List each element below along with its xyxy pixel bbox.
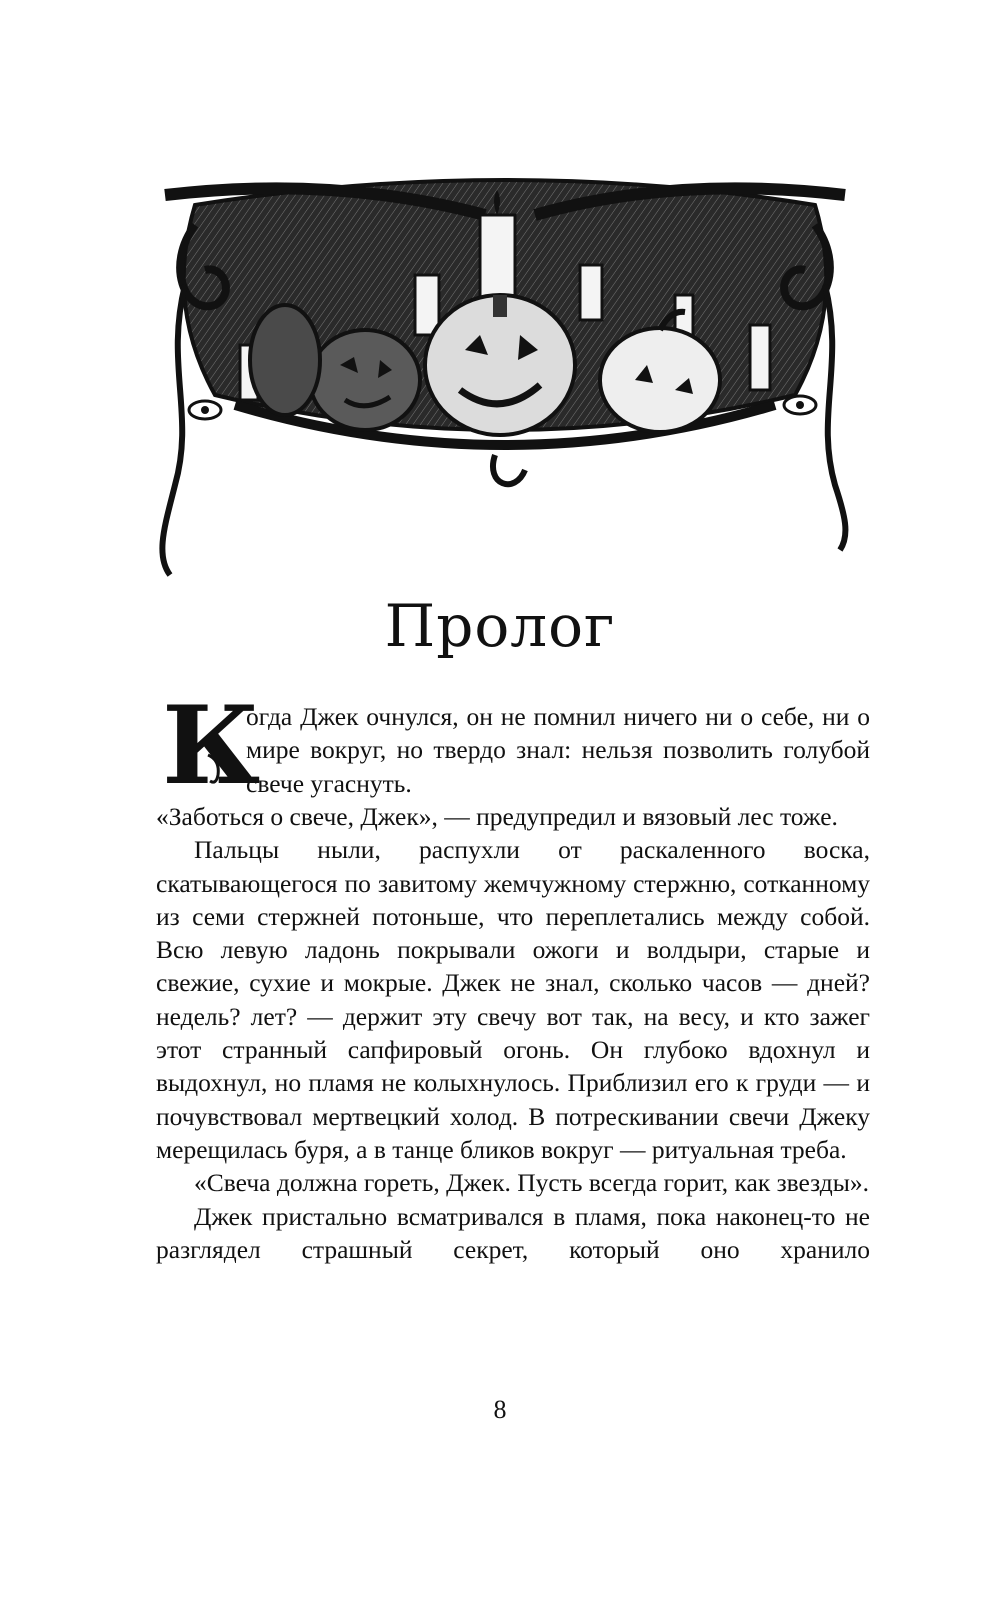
- drop-cap: [156, 683, 261, 809]
- chapter-title: Пролог: [384, 592, 616, 660]
- paragraph: огда Джек очнулся, он не помнил ничего ни о себе, ни о мире вокруг, но твердо знал: нельзя позволить голубой свече угаснуть.: [246, 702, 870, 798]
- pumpkins-candles-illustration: [155, 165, 855, 595]
- body-text: [156, 683, 870, 1266]
- paragraph: «Свеча должна гореть, Джек. Пусть всегда горит, как звезды».: [194, 1168, 870, 1198]
- pumpkins-candles-frame-illustration: [155, 165, 855, 595]
- page-number: 8: [493, 1395, 507, 1424]
- paragraph: Джек пристально всматривался в пламя, пока наконец-то не разглядел страшный секрет, который оно хранило: [156, 1201, 870, 1264]
- paragraph: «Заботься о свече, Джек», — предупредил и вязовый лес тоже.: [156, 802, 838, 831]
- drop-cap-letter: К: [162, 683, 261, 809]
- paragraph: Пальцы ныли, распухли от раскаленного воска, скатывающегося по завитому жемчужному стержню, сотканному из семи стержней потоньше, что переплетались между собой. Всю левую ладонь покрывали ожоги и волдыри, старые и свежие, сухие и мокрые. Джек не знал, сколько часов — дней? недель? лет? — держит эту свечу вот так, на весу, и кто зажег этот странный сапфировый огонь. Он глубоко вдохнул и выдохнул, но пламя не колыхнулось. Приблизил его к груди — и почувствовал мертвецкий холод. В потрескивании свечи Джеку мерещилась буря, а в танце бликов вокруг — ритуальная треба.: [156, 835, 870, 1164]
